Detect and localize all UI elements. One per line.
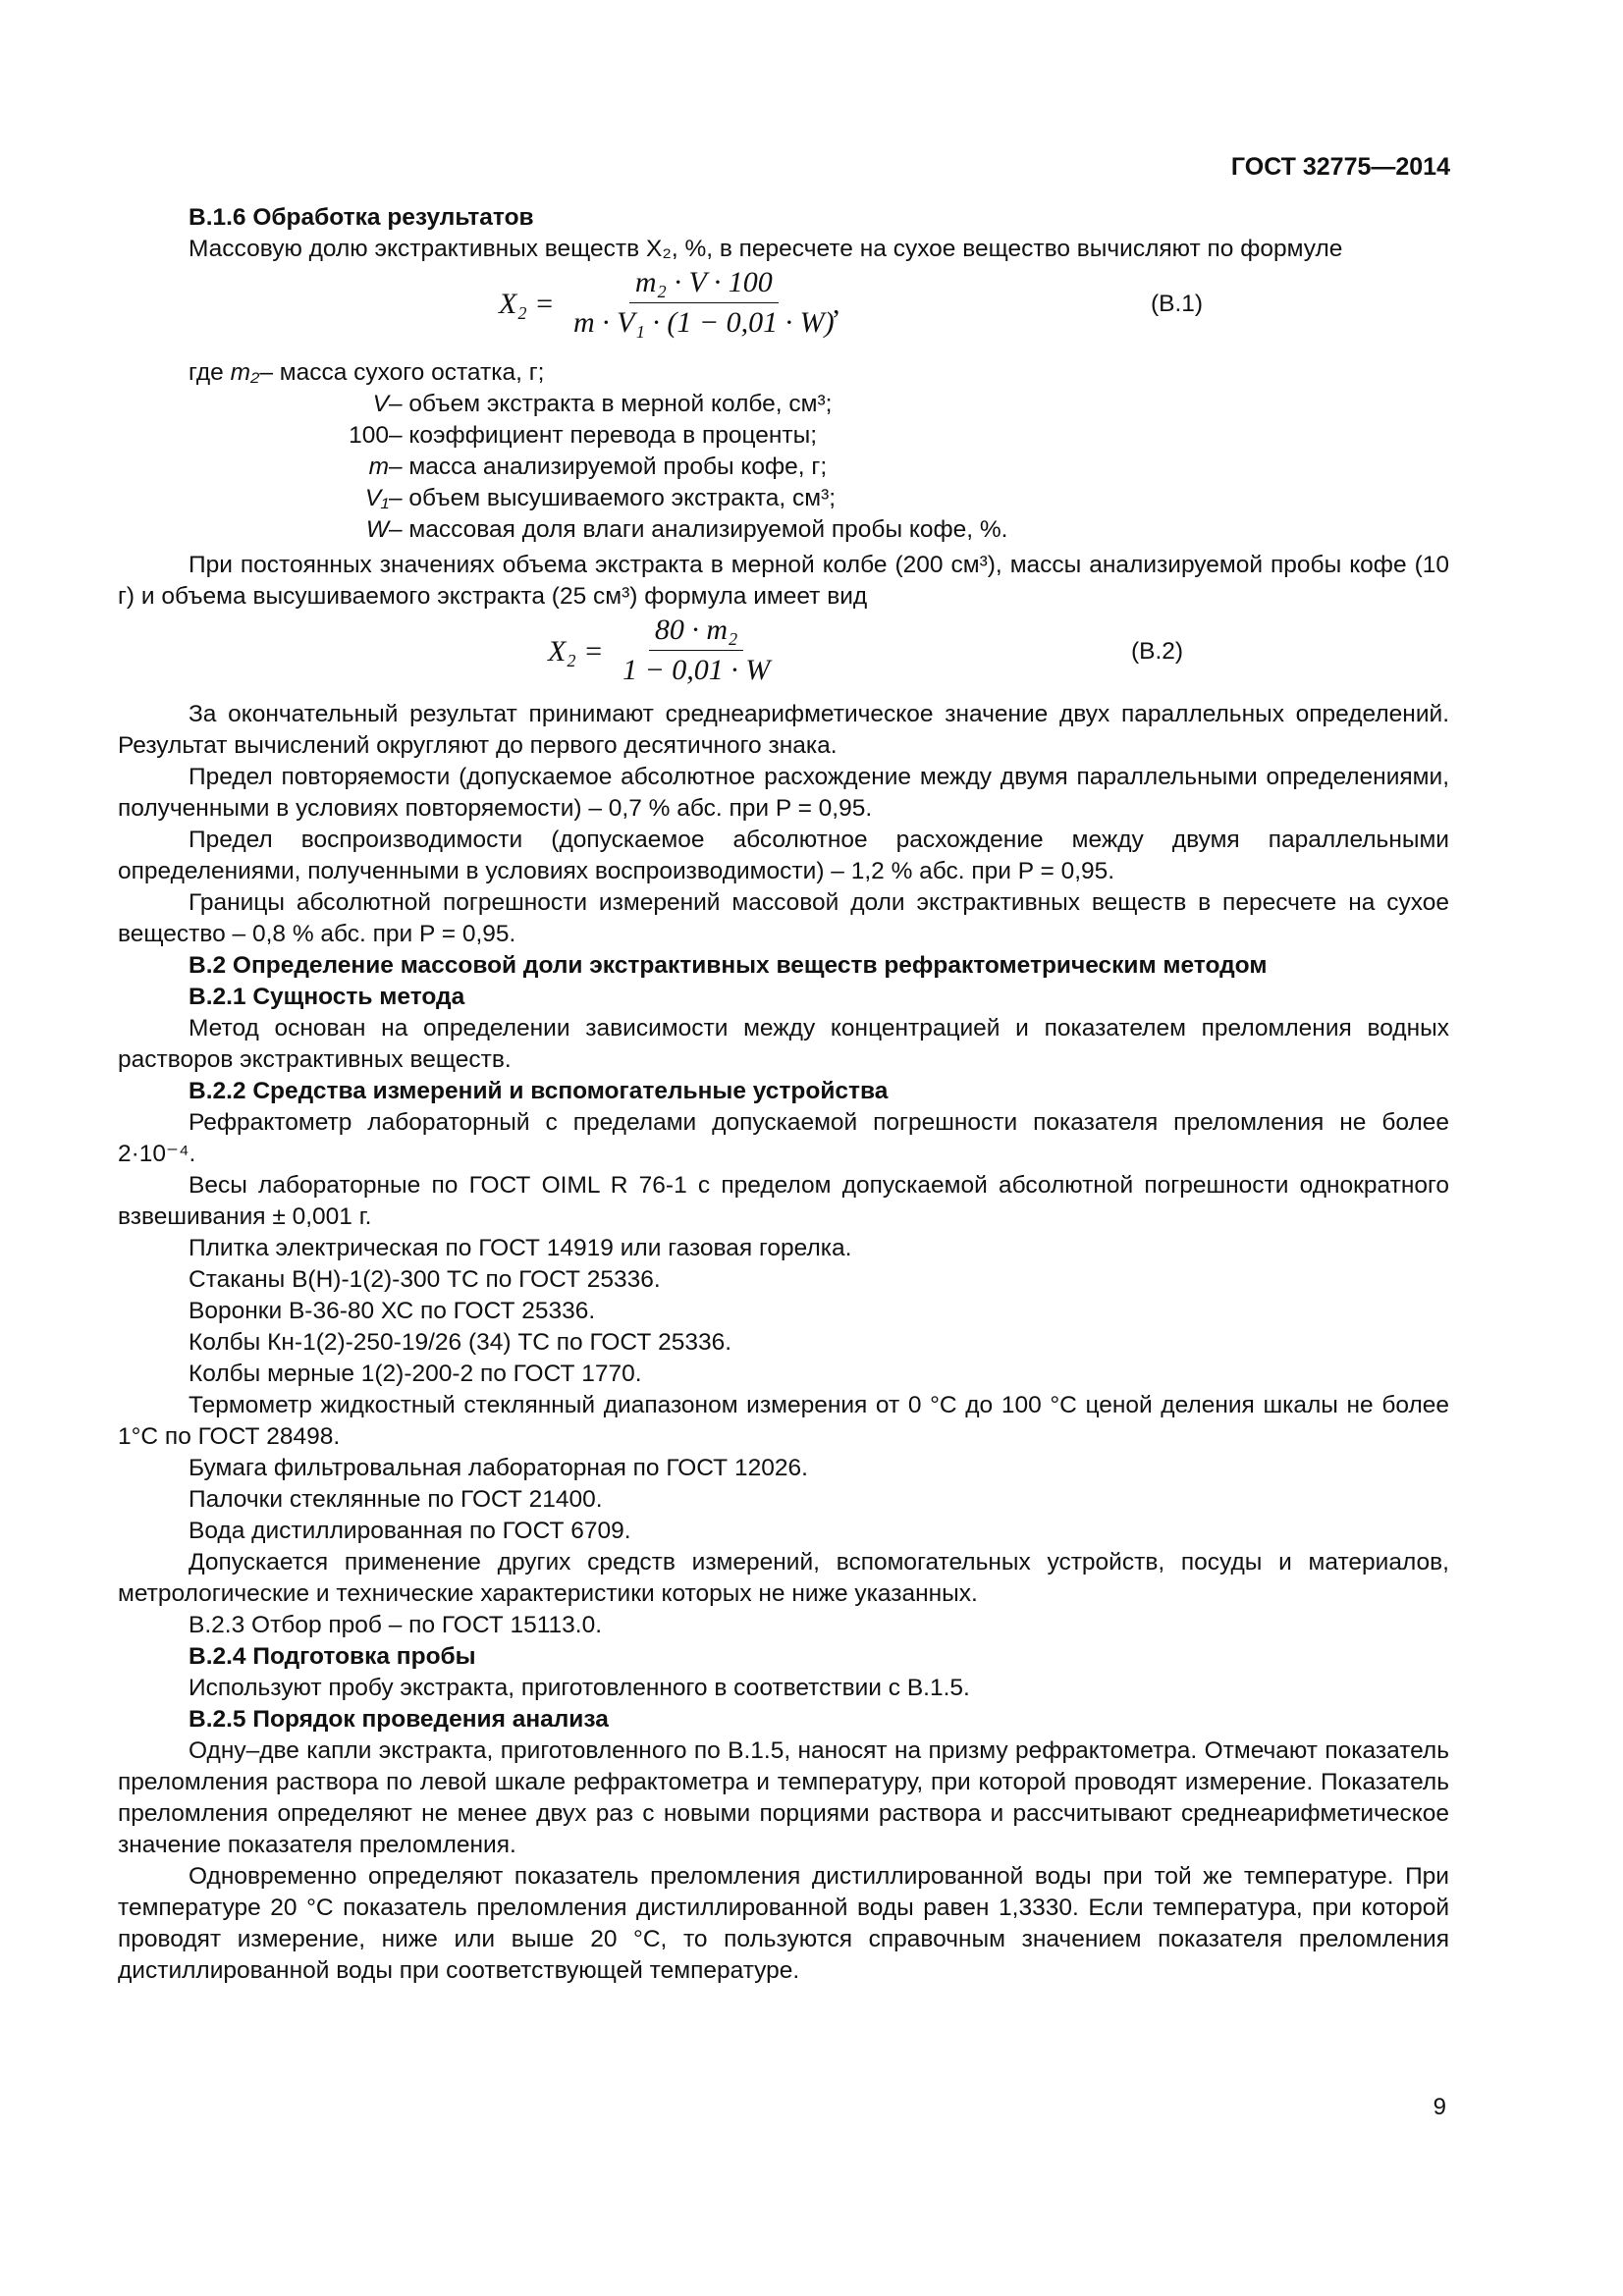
formula-b1-lhs: X₂ = bbox=[499, 288, 555, 320]
variable-symbol: W bbox=[365, 516, 389, 543]
formula-b2-denominator: 1 − 0,01 · W bbox=[622, 654, 771, 686]
variable-description: – массовая доля влаги анализируемой пробы кофе, %. bbox=[389, 516, 1008, 543]
list-item: Воронки В-36-80 ХС по ГОСТ 25336. bbox=[189, 1298, 596, 1324]
list-item: Колбы Кн-1(2)-250-19/26 (34) ТС по ГОСТ 25336. bbox=[189, 1329, 732, 1356]
paragraph-constant-values: При постоянных значениях объема экстракта в мерной колбе (200 см³), массы анализируемой пробы кофе (10 г) и объема высушиваемого экстракта (25 см³) формула имеет вид bbox=[118, 552, 1449, 610]
list-item: Колбы мерные 1(2)-200-2 по ГОСТ 1770. bbox=[189, 1361, 642, 1387]
formula-b2-lhs: X₂ = bbox=[548, 635, 604, 667]
formula-b1 bbox=[118, 265, 1449, 351]
variable-symbol: m bbox=[368, 454, 389, 480]
page-number: 9 bbox=[1433, 2094, 1446, 2120]
list-item: Бумага фильтровальная лабораторная по ГОСТ 12026. bbox=[189, 1455, 808, 1481]
where-label: где bbox=[189, 359, 224, 386]
paragraph: Используют пробу экстракта, приготовленного в соответствии с В.1.5. bbox=[189, 1675, 970, 1701]
paragraph: За окончательный результат принимают среднеарифметическое значение двух параллельных определений. Результат вычислений округляют до первого десятичного знака. bbox=[118, 701, 1449, 759]
variable-row bbox=[118, 514, 1449, 546]
variable-symbol: V₁ bbox=[364, 485, 389, 511]
paragraph: Одновременно определяют показатель преломления дистиллированной воды при той же температуре. При температуре 20 °С показатель преломления дистиллированной воды равен 1,3330. Если температура, при которой проводят измерение, ниже или выше 20 °С, то пользуются справочным значением показателя преломления дистиллированной воды при соответствующей температуре. bbox=[118, 1863, 1449, 1984]
section-title-b21: В.2.1 Сущность метода bbox=[189, 984, 465, 1010]
formula-b2-fraction bbox=[617, 613, 776, 688]
list-item: Рефрактометр лабораторный с пределами допускаемой погрешности показателя преломления не более 2·10⁻⁴. bbox=[118, 1109, 1449, 1167]
formula-b1-number: (В.1) bbox=[1151, 291, 1204, 317]
formula-b1-suffix: , bbox=[833, 288, 840, 320]
formula-b1-denominator: m · V₁ · (1 − 0,01 · W) bbox=[573, 306, 835, 339]
paragraph: Предел воспроизводимости (допускаемое абсолютное расхождение между двумя параллельными определениями, полученными в условиях воспроизводимости) – 1,2 % абс. при P = 0,95. bbox=[118, 827, 1449, 884]
section-title-b16: В.1.6 Обработка результатов bbox=[189, 204, 534, 231]
list-item: Стаканы В(Н)-1(2)-300 ТС по ГОСТ 25336. bbox=[189, 1266, 661, 1293]
list-item: Палочки стеклянные по ГОСТ 21400. bbox=[189, 1486, 603, 1513]
list-item: Вода дистиллированная по ГОСТ 6709. bbox=[189, 1518, 631, 1544]
variable-list bbox=[118, 357, 1449, 546]
paragraph: Метод основан на определении зависимости между концентрацией и показателем преломления водных растворов экстрактивных веществ. bbox=[118, 1015, 1449, 1073]
variable-description: – масса анализируемой пробы кофе, г; bbox=[389, 454, 828, 480]
section-title-b25: В.2.5 Порядок проведения анализа bbox=[189, 1706, 609, 1733]
document-body bbox=[118, 202, 1449, 1987]
variable-description: – коэффициент перевода в проценты; bbox=[389, 422, 818, 449]
section-title-b2: В.2 Определение массовой доли экстрактивных веществ рефрактометрическим методом bbox=[189, 952, 1268, 979]
list-item: Весы лабораторные по ГОСТ OIML R 76-1 с пределом допускаемой абсолютной погрешности однократного взвешивания ± 0,001 г. bbox=[118, 1172, 1449, 1230]
variable-description: – масса сухого остатка, г; bbox=[259, 359, 545, 386]
variable-row bbox=[118, 483, 1449, 514]
formula-b2-number: (В.2) bbox=[1131, 638, 1184, 665]
variable-symbol: V bbox=[372, 391, 389, 417]
variable-row bbox=[118, 452, 1449, 483]
paragraph-b16-intro: Массовую долю экстрактивных веществ X₂, %, в пересчете на сухое вещество вычисляют по формуле bbox=[189, 236, 1343, 262]
paragraph: Одну–две капли экстракта, приготовленного по В.1.5, наносят на призму рефрактометра. Отмечают показатель преломления раствора по левой шкале рефрактометра и температуру, при которой проводят измерение. Показатель преломления определяют не менее двух раз с новыми порциями раствора и рассчитывают среднеарифметическое значение показателя преломления. bbox=[118, 1737, 1449, 1858]
formula-b1-numerator: m₂ · V · 100 bbox=[629, 265, 779, 303]
section-title-b22: В.2.2 Средства измерений и вспомогательные устройства bbox=[189, 1078, 889, 1104]
variable-symbol: 100 bbox=[349, 422, 389, 449]
paragraph: Предел повторяемости (допускаемое абсолютное расхождение между двумя параллельными определениями, полученными в условиях повторяемости) – 0,7 % абс. при P = 0,95. bbox=[118, 764, 1449, 822]
variable-symbol: m₂ bbox=[230, 359, 260, 386]
document-id: ГОСТ 32775—2014 bbox=[1230, 153, 1450, 181]
variable-row bbox=[118, 389, 1449, 420]
list-item: Допускается применение других средств измерений, вспомогательных устройств, посуды и материалов, метрологические и технические характеристики которых не ниже указанных. bbox=[118, 1549, 1449, 1607]
variable-row bbox=[118, 420, 1449, 452]
formula-b1-fraction bbox=[568, 265, 840, 341]
formula-b2 bbox=[118, 613, 1449, 699]
section-b23: В.2.3 Отбор проб – по ГОСТ 15113.0. bbox=[189, 1612, 603, 1638]
paragraph: Границы абсолютной погрешности измерений массовой доли экстрактивных веществ в пересчете на сухое вещество – 0,8 % абс. при P = 0,95. bbox=[118, 889, 1449, 947]
variable-row bbox=[118, 357, 1449, 389]
variable-description: – объем высушиваемого экстракта, см³; bbox=[389, 485, 837, 511]
variable-description: – объем экстракта в мерной колбе, см³; bbox=[389, 391, 833, 417]
list-item: Плитка электрическая по ГОСТ 14919 или газовая горелка. bbox=[189, 1235, 852, 1261]
list-item: Термометр жидкостный стеклянный диапазоном измерения от 0 °С до 100 °С ценой деления шкалы не более 1°С по ГОСТ 28498. bbox=[118, 1392, 1449, 1450]
formula-b2-numerator: 80 · m₂ bbox=[649, 613, 744, 651]
section-title-b24: В.2.4 Подготовка пробы bbox=[189, 1643, 476, 1670]
